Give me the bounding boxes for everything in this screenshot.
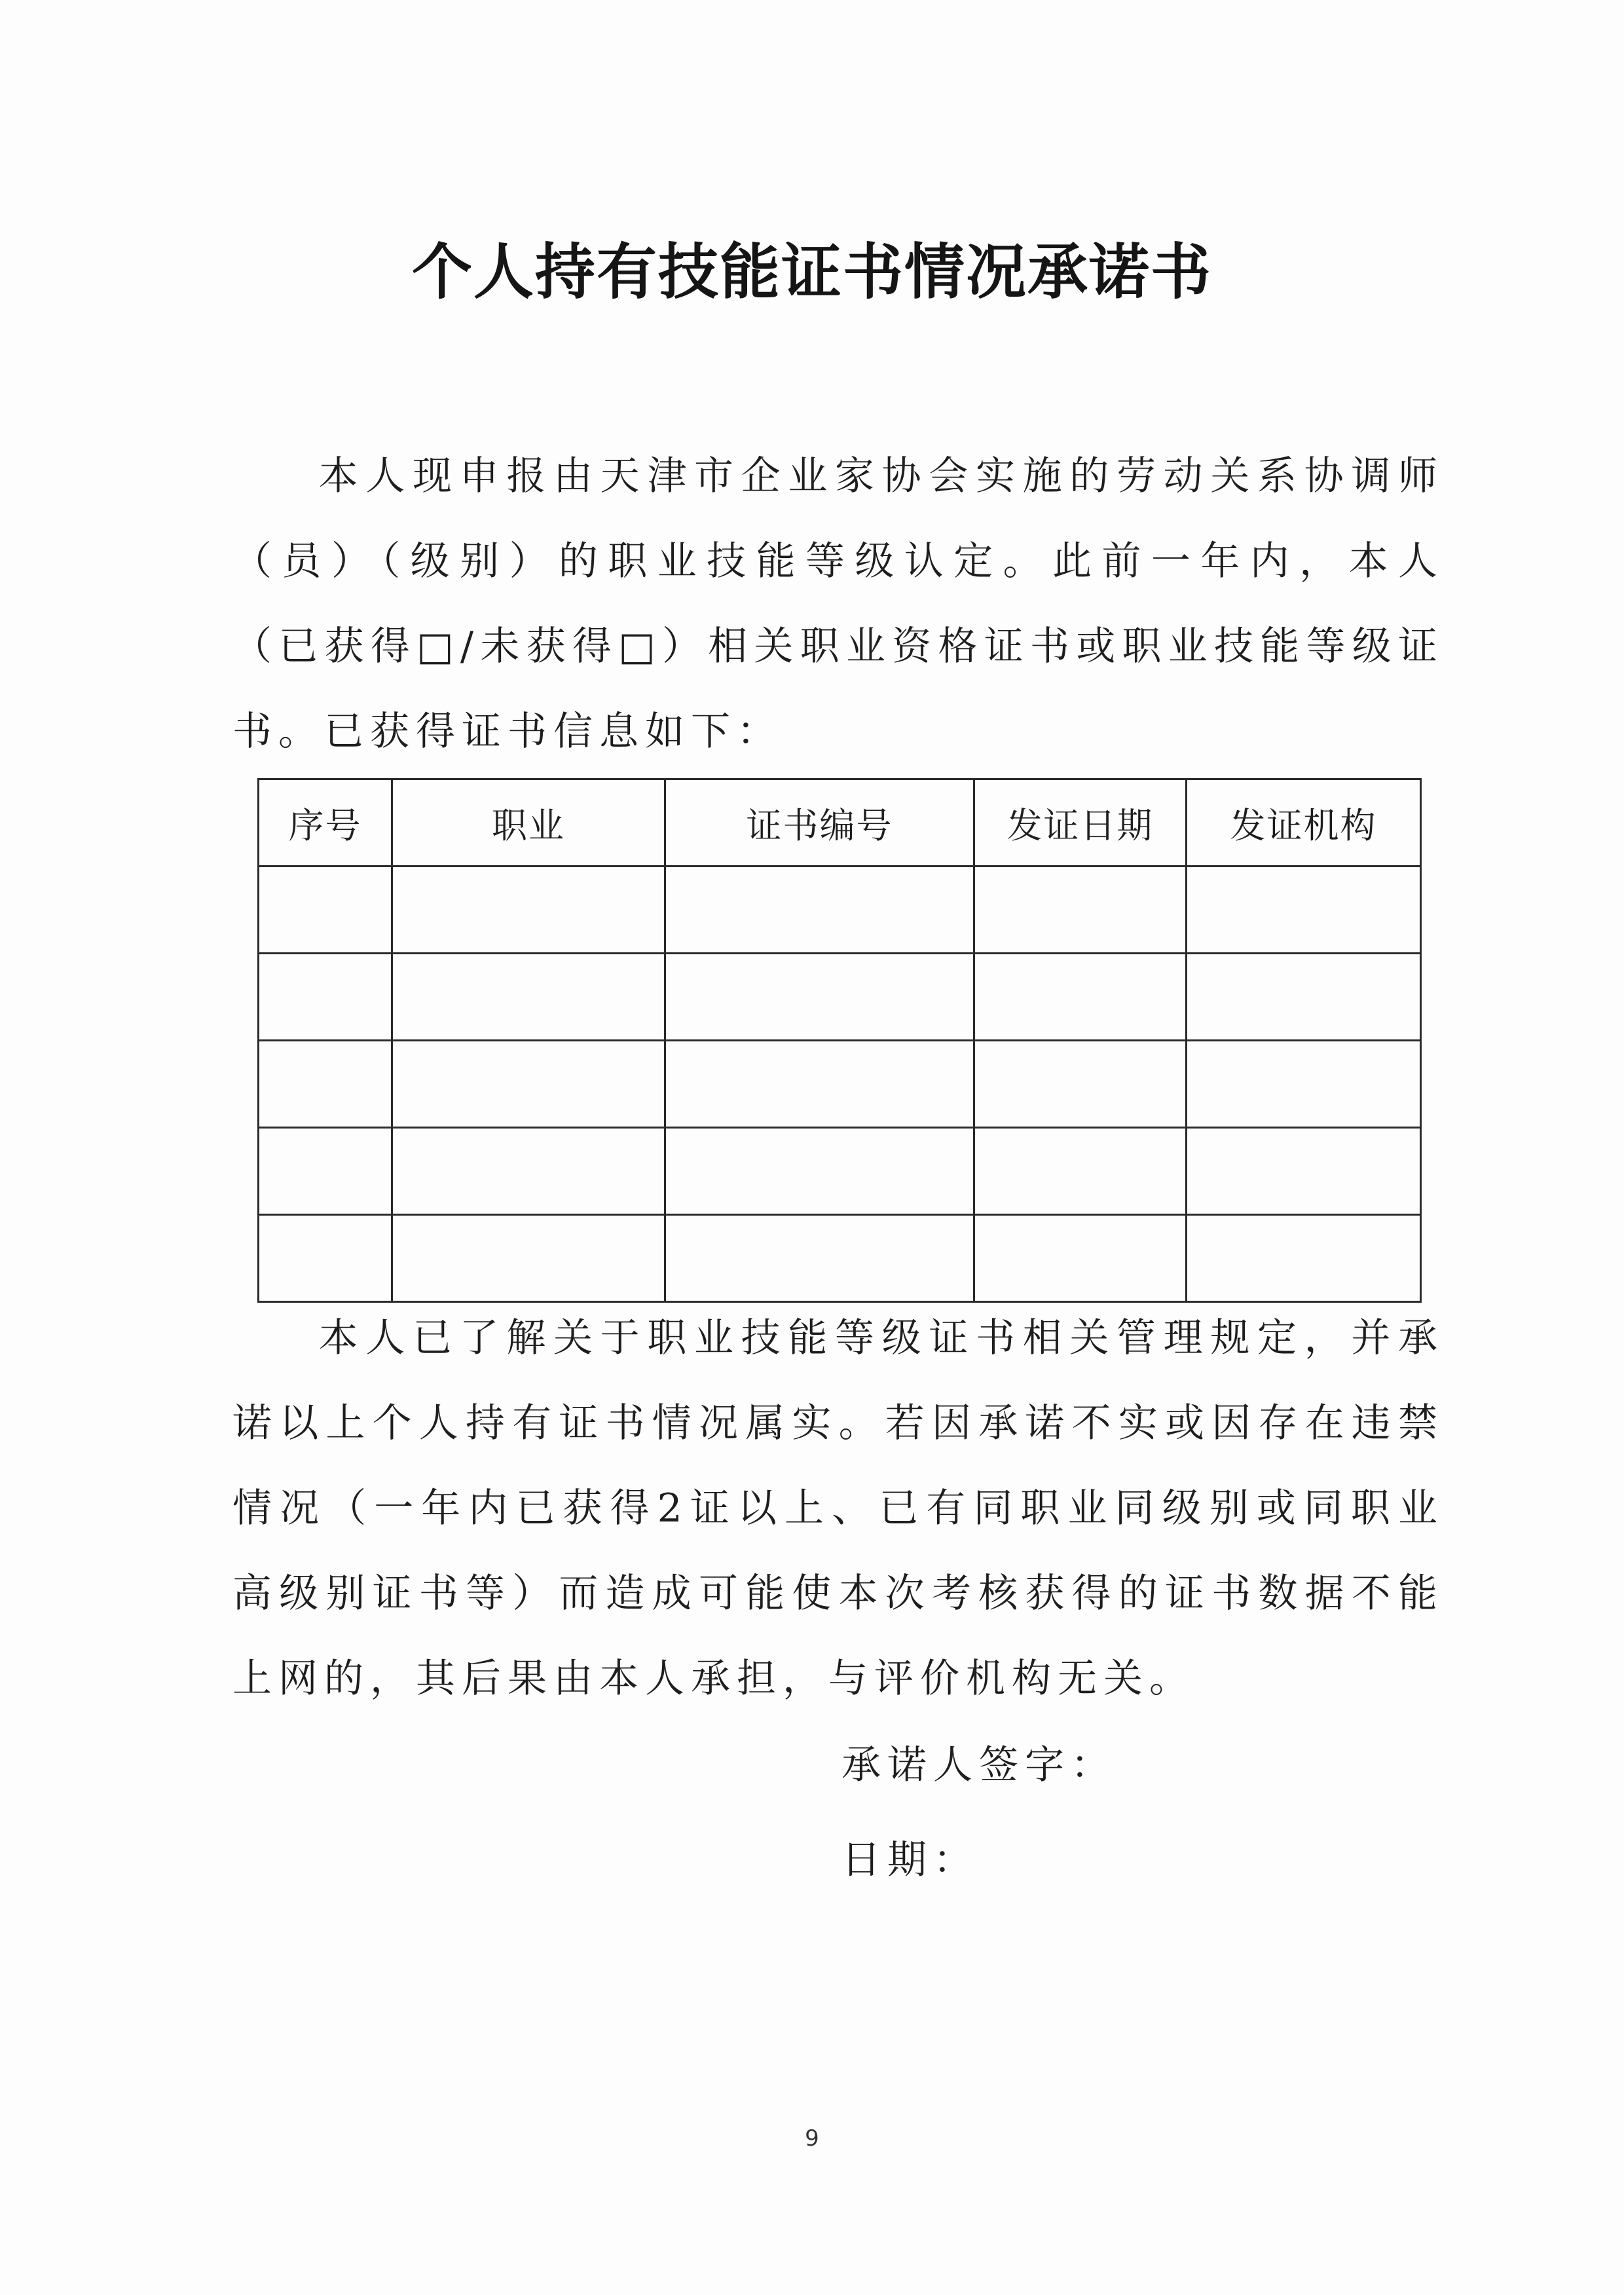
table-cell[interactable] bbox=[1187, 1041, 1421, 1128]
table-cell[interactable] bbox=[665, 1128, 974, 1215]
signature-label: 承诺人签字： bbox=[841, 1742, 1116, 1788]
table-cell[interactable] bbox=[974, 954, 1187, 1041]
table-cell[interactable] bbox=[665, 1041, 974, 1128]
header-serial-number: 序号 bbox=[259, 779, 392, 867]
table-cell[interactable] bbox=[392, 867, 665, 954]
table-cell[interactable] bbox=[1187, 867, 1421, 954]
table-row bbox=[259, 1041, 1421, 1128]
table-cell[interactable] bbox=[974, 1041, 1187, 1128]
table-cell[interactable] bbox=[392, 1128, 665, 1215]
header-certificate-number: 证书编号 bbox=[665, 779, 974, 867]
table-header-row bbox=[259, 779, 1421, 867]
table-cell[interactable] bbox=[392, 954, 665, 1041]
table-cell[interactable] bbox=[665, 954, 974, 1041]
declaration-text: 本人现申报由天津市企业家协会实施的劳动关系协调师（员）（级别）的职业技能等级认定。此前一年内，本人（已获得□/未获得□）相关职业资格证书或职业技能等级证书。已获得证书信息如下： bbox=[232, 453, 1444, 755]
header-issuing-authority: 发证机构 bbox=[1187, 779, 1421, 867]
header-issue-date: 发证日期 bbox=[974, 779, 1187, 867]
commitment-paragraph bbox=[232, 1296, 1444, 1721]
table-cell[interactable] bbox=[259, 867, 392, 954]
document-title: 个人持有技能证书情况承诺书 bbox=[411, 236, 1212, 307]
table-row bbox=[259, 1215, 1421, 1302]
declaration-paragraph bbox=[232, 434, 1444, 774]
table-cell[interactable] bbox=[259, 954, 392, 1041]
table-cell[interactable] bbox=[665, 1215, 974, 1302]
table-cell[interactable] bbox=[1187, 954, 1421, 1041]
table-cell[interactable] bbox=[1187, 1215, 1421, 1302]
table-cell[interactable] bbox=[974, 867, 1187, 954]
table-row bbox=[259, 1128, 1421, 1215]
commitment-text: 本人已了解关于职业技能等级证书相关管理规定，并承诺以上个人持有证书情况属实。若因承诺不实或因存在违禁情况（一年内已获得2证以上、已有同职业同级别或同职业高级别证书等）而造成可能使本次考核获得的证书数据不能上网的，其后果由本人承担，与评价机构无关。 bbox=[232, 1315, 1444, 1702]
table-cell[interactable] bbox=[259, 1128, 392, 1215]
table-cell[interactable] bbox=[392, 1041, 665, 1128]
certificate-table bbox=[257, 778, 1422, 1303]
page-number: 9 bbox=[805, 2125, 819, 2152]
table-cell[interactable] bbox=[974, 1128, 1187, 1215]
table-cell[interactable] bbox=[392, 1215, 665, 1302]
table-cell[interactable] bbox=[1187, 1128, 1421, 1215]
table-cell[interactable] bbox=[665, 867, 974, 954]
date-label: 日期： bbox=[841, 1837, 979, 1883]
table-row bbox=[259, 867, 1421, 954]
table-cell[interactable] bbox=[974, 1215, 1187, 1302]
header-occupation: 职业 bbox=[392, 779, 665, 867]
table-cell[interactable] bbox=[259, 1215, 392, 1302]
table-row bbox=[259, 954, 1421, 1041]
table-cell[interactable] bbox=[259, 1041, 392, 1128]
